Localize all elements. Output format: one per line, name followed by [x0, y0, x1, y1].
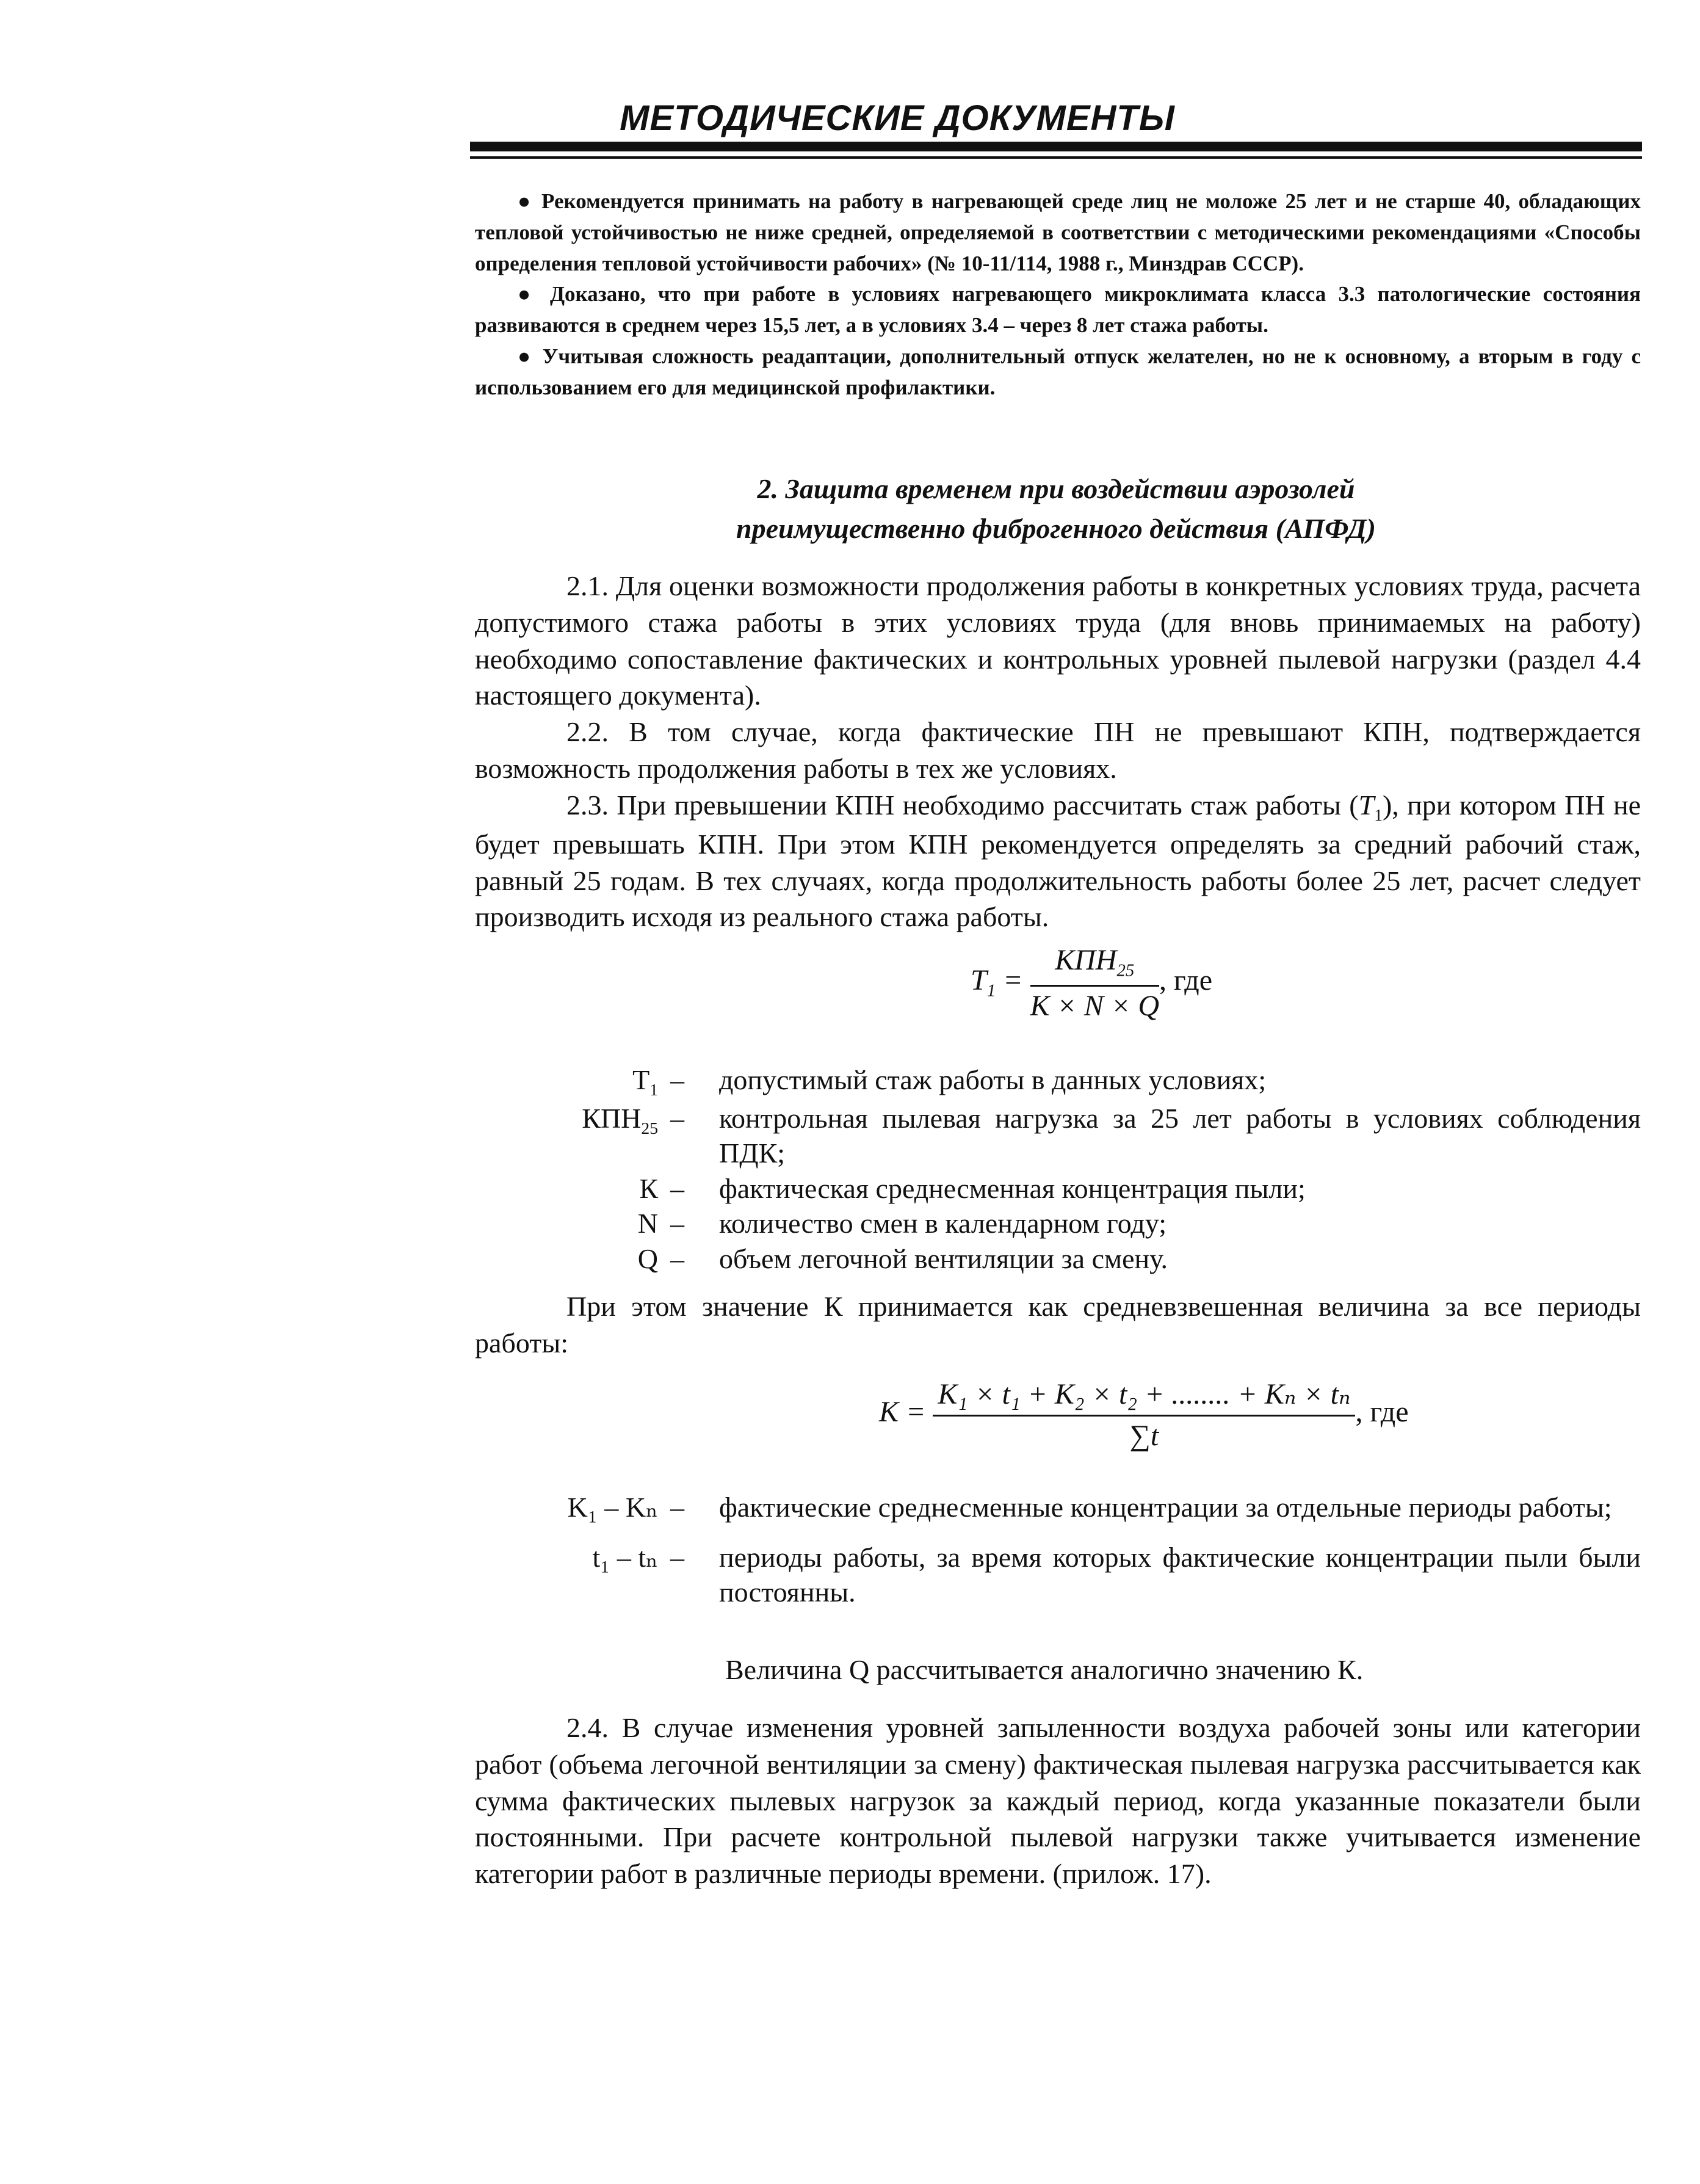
definition-text: периоды работы, за время которых фактические концентрации пыли были постоянны. [719, 1541, 1641, 1608]
bullet-item: ● Доказано, что при работе в условиях нагревающего микроклимата класса 3.3 патологические состояния развиваются в среднем через 15,5 лет, а в условиях 3.4 – через 8 лет стажа работы. [475, 282, 1641, 337]
paragraph-block [475, 1288, 1641, 1362]
page-header-title: МЕТОДИЧЕСКИЕ ДОКУМЕНТЫ [620, 98, 1175, 138]
formula-denominator: ∑t [1129, 1420, 1159, 1452]
header-rule-thick [470, 142, 1642, 151]
definition-dash: – [670, 1243, 684, 1274]
definition-row [475, 1171, 1641, 1206]
definition-text: объем легочной вентиляции за смену. [719, 1243, 1168, 1274]
formula-numerator: $КПН_{25}$ [1030, 943, 1159, 987]
definition-text: фактическая среднесменная концентрация пыли; [719, 1172, 1306, 1204]
definition-text: количество смен в календарном году; [719, 1208, 1166, 1239]
section-heading-line: преимущественно фиброгенного действия (АПФД) [736, 513, 1376, 545]
paragraph-block [475, 1710, 1641, 1892]
formula-t1 [971, 943, 1212, 1023]
formula-eq: = [996, 963, 1030, 996]
paragraph-text: 2.3. При превышении КПН необходимо рассчитать стаж работы ( [566, 789, 1359, 821]
definition-text: фактические среднесменные концентрации за отдельные периоды работы; [719, 1492, 1612, 1523]
definition-row [475, 1206, 1641, 1241]
definition-symbol: К [639, 1172, 658, 1204]
definition-dash: – [670, 1064, 684, 1095]
bullet-list [475, 186, 1641, 403]
paragraph-2-1: 2.1. Для оценки возможности продолжения работы в конкретных условиях труда, расчета допустимого стажа работы в этих условиях труда (для вновь принимаемых на работу) необходимо сопоставление фактических и контрольных уровней пылевой нагрузки (раздел 4.4 настоящего документа). [475, 570, 1641, 711]
formula-tail: , где [1355, 1396, 1409, 1429]
definition-row [475, 1241, 1641, 1277]
definition-row [475, 1540, 1641, 1610]
header-rule-thin [470, 156, 1642, 159]
definition-row [475, 1101, 1641, 1171]
definition-symbol: Q [637, 1243, 658, 1274]
formula-numerator: K₁ × t₁ + K₂ × t₂ + ........ + Kₙ × tₙ [933, 1377, 1355, 1417]
paragraph-k-weighted: При этом значение К принимается как средневзвешенная величина за все периоды работы: [475, 1291, 1641, 1359]
bullet-item: ● Рекомендуется принимать на работу в нагревающей среде лиц не моложе 25 лет и не старше 40, обладающих тепловой устойчивостью не ниже средней, определяемой в соответствии с методическими рекомендациями «Способы определения тепловой устойчивости рабочих» (№ 10-11/114, 1988 г., Минздрав СССР). [475, 189, 1641, 275]
definition-symbol: $T_1$ [632, 1064, 658, 1100]
bullet-item: ● Учитывая сложность реадаптации, дополнительный отпуск желателен, но не к основному, а вторым в году с использованием его для медицинской профилактики. [475, 344, 1641, 399]
formula-lhs-sub: 1 [986, 981, 996, 1001]
formula-fraction [1030, 943, 1159, 1023]
formula-denominator: K × N × Q [1030, 989, 1159, 1022]
definition-symbol: K₁ – Kₙ [567, 1492, 658, 1523]
formula-tail: , где [1159, 963, 1213, 996]
definition-text: допустимый стаж работы в данных условиях; [719, 1064, 1267, 1095]
definition-dash: – [670, 1172, 684, 1204]
paragraph-text: ), при котором ПН не будет превышать КПН. При этом КПН рекомендуется определять за средний рабочий стаж, равный 25 годам. В тех случаях, когда продолжительность работы более 25 лет, расчет следует производить исходя из реального стажа работы. [475, 789, 1641, 933]
definition-symbol: N [637, 1208, 658, 1239]
formula-lhs: K = [879, 1396, 933, 1429]
definition-dash: – [670, 1541, 684, 1573]
formula-fraction [933, 1377, 1355, 1453]
symbol-subscript: 1 [1374, 805, 1383, 824]
paragraph-block [475, 568, 1641, 935]
definition-symbol: t₁ – tₙ [592, 1541, 658, 1573]
definition-row [475, 1490, 1641, 1525]
definition-dash: – [670, 1208, 684, 1239]
section-heading [470, 469, 1642, 549]
definition-row [475, 1062, 1641, 1101]
paragraph-2-3 [475, 787, 1641, 935]
symbol-t: T [1358, 789, 1375, 821]
paragraph-q-note: Величина Q рассчитывается аналогично значению К. [725, 1654, 1364, 1685]
definition-dash: – [670, 1492, 684, 1523]
definitions-list [475, 1490, 1641, 1610]
definition-dash: – [670, 1102, 684, 1134]
formula-lhs: T [971, 963, 987, 996]
formula-k [879, 1377, 1409, 1453]
section-heading-line: 2. Защита временем при воздействии аэрозолей [757, 473, 1355, 504]
definition-symbol: $КПН_{25}$ [582, 1102, 658, 1137]
paragraph-2-4: 2.4. В случае изменения уровней запыленности воздуха рабочей зоны или категории работ (объема легочной вентиляции за смену) фактическая пылевая нагрузка рассчитывается как сумма фактических пылевых нагрузок за каждый период, когда указанные показатели были постоянными. При расчете контрольной пылевой нагрузки также учитывается изменение категории работ в различные периоды времени. (прилож. 17). [475, 1712, 1641, 1890]
paragraph-block [725, 1652, 1641, 1688]
definitions-list [475, 1062, 1641, 1276]
definition-text: контрольная пылевая нагрузка за 25 лет работы в условиях соблюдения ПДК; [719, 1102, 1641, 1169]
paragraph-2-2: 2.2. В том случае, когда фактические ПН не превышают КПН, подтверждается возможность продолжения работы в тех же условиях. [475, 716, 1641, 784]
